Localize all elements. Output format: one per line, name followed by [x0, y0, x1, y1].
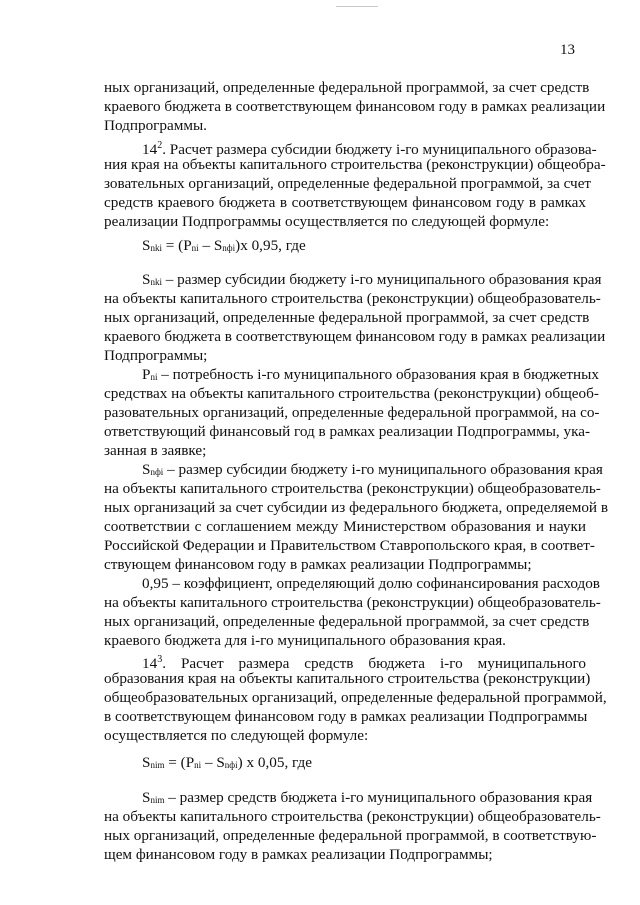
text-line: зовательных организаций, определенные федеральной программой, за счет [104, 175, 592, 192]
paragraph-number: $14^3$ [142, 654, 163, 672]
paragraph-number: $14^2$ [142, 140, 163, 158]
definition-line: Pni – потребность i-го муниципального образования края в бюджетных [142, 366, 599, 383]
text-line: краевого бюджета в соответствующем финансовом году в рамках реализации [104, 98, 606, 115]
text-line: занная в заявке; [104, 442, 207, 459]
text-line: ных организаций, определенные федеральной программой, за счет средств [104, 79, 590, 96]
paragraph-line: $14^3$. Расчет размера средств бюджета i-го муниципального [142, 654, 586, 672]
paragraph-line: $14^2$. Расчет размера субсидии бюджету i-го муниципального образова- [142, 140, 597, 158]
text-line: ответствующий финансовый год в рамках реализации Подпрограммы, ука- [104, 423, 591, 440]
text-line: Подпрограммы; [104, 347, 208, 364]
definition-line: Snфi – размер субсидии бюджету i-го муниципального образования края [142, 461, 603, 478]
text-line: ствующем финансовом году в рамках реализации Подпрограммы; [104, 556, 532, 573]
formula-2: Snim = (Pni – Snфi) x 0,05, где [142, 754, 312, 771]
text-line: краевого бюджета в соответствующем финансовом году в рамках реализации [104, 328, 606, 345]
text-line: соответствии с соглашением между Министерством образования и науки [104, 518, 586, 535]
text-line: на объекты капитального строительства (реконструкции) общеобразователь- [104, 594, 601, 611]
text-line: Подпрограммы. [104, 117, 207, 134]
text-line: ных организаций, определенные федеральной программой, за счет средств [104, 309, 590, 326]
text-line: разовательных организаций, определенные федеральной программой, на со- [104, 404, 600, 421]
text-line: на объекты капитального строительства (реконструкции) общеобразователь- [104, 480, 601, 497]
text-line: образования края на объекты капитального строительства (реконструкции) [104, 670, 591, 687]
text-line: Российской Федерации и Правительством Ставропольского края, в соответ- [104, 537, 595, 554]
text-line: ных организаций, определенные федеральной программой, за счет средств [104, 613, 590, 630]
text-line: на объекты капитального строительства (реконструкции) общеобразователь- [104, 808, 601, 825]
definition-line: Snki – размер субсидии бюджету i-го муниципального образования края [142, 271, 602, 288]
definition-line: 0,95 – коэффициент, определяющий долю софинансирования расходов [142, 575, 600, 592]
text-line: ных организаций, определенные федеральной программой, в соответствую- [104, 827, 597, 844]
text-line: ных организаций за счет субсидии из федерального бюджета, определяемой в [104, 499, 609, 516]
definition-line: Snim – размер средств бюджета i-го муниципального образования края [142, 789, 593, 806]
text-line: реализации Подпрограммы осуществляется по следующей формуле: [104, 213, 550, 230]
text-line: краевого бюджета для i-го муниципального образования края. [104, 632, 506, 649]
text-line: средств краевого бюджета в соответствующем финансовом году в рамках [104, 194, 586, 211]
text-line: осуществляется по следующей формуле: [104, 727, 369, 744]
text-line: в соответствующем финансовом году в рамках реализации Подпрограммы [104, 708, 588, 725]
text-line: щем финансовом году в рамках реализации Подпрограммы; [104, 846, 493, 863]
text-line: ния края на объекты капитального строительства (реконструкции) общеобра- [104, 156, 606, 173]
text-line: общеобразовательных организаций, определенные федеральной программой, [104, 689, 607, 706]
scan-artifact [336, 6, 378, 7]
page-number: 13 [560, 42, 575, 58]
text-line: на объекты капитального строительства (реконструкции) общеобразователь- [104, 290, 601, 307]
formula-1: Snki = (Pni – Snфi)x 0,95, где [142, 237, 306, 254]
text-line: средствах на объекты капитального строительства (реконструкции) общеоб- [104, 385, 599, 402]
